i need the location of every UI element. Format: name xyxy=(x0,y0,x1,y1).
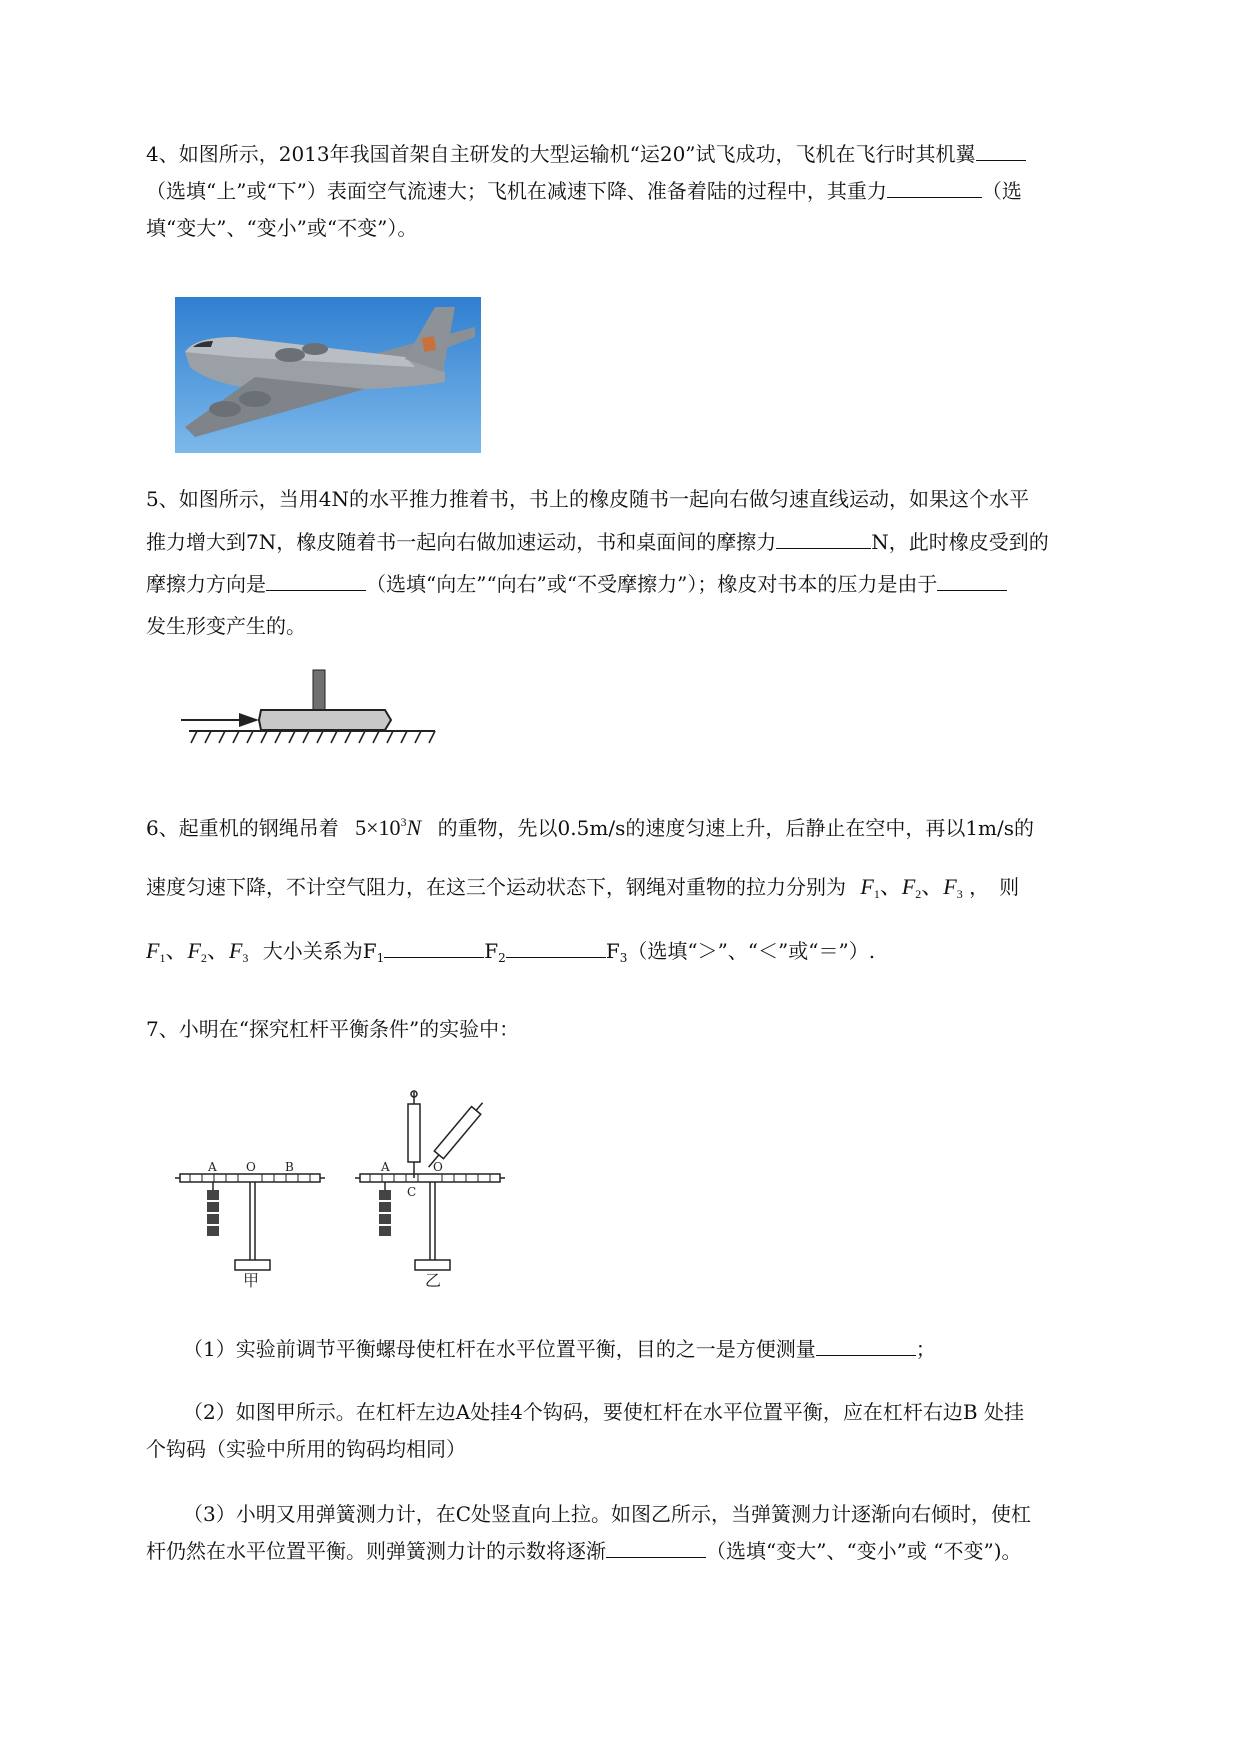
q5-line-3: 摩擦力方向是 （选填“向左”“向右”或“不受摩擦力”）；橡皮对书本的压力是由于 xyxy=(146,570,1151,598)
q6-line-2: 速度匀速下降，不计空气阻力，在这三个运动状态下，钢绳对重物的拉力分别为 $F_1$、$F_2$、$F_3$ ， 则 xyxy=(146,874,1020,901)
q7-blank-1[interactable] xyxy=(816,1335,916,1356)
fig-label-yi: 乙 xyxy=(425,1271,442,1288)
q5-line-2: 推力增大到7N，橡皮随着书一起向右做加速运动，书和桌面间的摩擦力 N，此时橡皮受到的 xyxy=(146,530,1049,554)
q7-part-3-line-2: 杆仍然在水平位置平衡。则弹簧测力计的示数将逐渐 （选填“变大”、“变小”或 “不变”)。 xyxy=(146,1539,1022,1563)
lever-jia xyxy=(175,1174,325,1270)
q6-forces-formula: $F_1$、$F_2$、$F_3$ xyxy=(860,874,963,901)
lever-label-o-yi: O xyxy=(433,1160,443,1174)
q7-intro: 7、小明在“探究杠杆平衡条件”的实验中： xyxy=(146,1017,520,1041)
q6-weight-formula: $5\times 10^3N$ xyxy=(355,815,422,840)
q7-blank-3[interactable] xyxy=(606,1537,706,1558)
q6-line-1: 6、起重机的钢绳吊着 $5\times 10^3N$ 的重物，先以0.5m/s的速度匀速上升，后静止在空中，再以1m/s的 xyxy=(146,815,1035,840)
q4-blank-gravity[interactable] xyxy=(887,177,982,198)
q5-blank-direction[interactable] xyxy=(266,570,366,591)
q6-blank-1[interactable] xyxy=(384,937,484,958)
q4-blank-wing[interactable] xyxy=(976,140,1026,161)
book-push-diagram xyxy=(175,668,445,750)
fig-label-jia: 甲 xyxy=(243,1271,260,1288)
q7-part-2-line-2: 个钩码（实验中所用的钩码均相同） xyxy=(146,1437,466,1461)
q5-line-1: 5、如图所示，当用4N的水平推力推着书，书上的橡皮随书一起向右做匀速直线运动，如果这个水平 xyxy=(146,487,1029,511)
q7-part-3-line-1: （3）小明又用弹簧测力计，在C处竖直向上拉。如图乙所示，当弹簧测力计逐渐向右倾时，使杠 xyxy=(183,1502,1032,1526)
lever-label-a-jia: A xyxy=(208,1160,217,1174)
q7-part-1: （1）实验前调节平衡螺母使杠杆在水平位置平衡，目的之一是方便测量 ； xyxy=(183,1337,936,1361)
q6-forces-formula-2: $F_1$、$F_2$、$F_3$ xyxy=(146,938,249,965)
lever-diagrams xyxy=(175,1090,515,1288)
q4-line-2: （选填“上”或“下”）表面空气流速大；飞机在减速下降、准备着陆的过程中，其重力 （选 xyxy=(146,179,1022,203)
q6-line-3: $F_1$、$F_2$、$F_3$ 大小关系为$F_1$ $F_2$ $F_3$（选填“＞”、“＜”或“＝”）. xyxy=(146,938,876,965)
q5-blank-friction[interactable] xyxy=(776,528,871,549)
q7-part-2-line-1: （2）如图甲所示。在杠杆左边A处挂4个钩码，要使杠杆在水平位置平衡，应在杠杆右边B 处挂 xyxy=(183,1400,1024,1424)
q5-blank-deformation[interactable] xyxy=(937,570,1007,591)
q5-line-4: 发生形变产生的。 xyxy=(146,614,306,638)
airplane-photo xyxy=(175,297,481,453)
lever-label-a-yi: A xyxy=(381,1160,390,1174)
q6-blank-2[interactable] xyxy=(506,937,606,958)
q4-line-3: 填“变大”、“变小”或“不变”）。 xyxy=(146,216,418,240)
lever-label-c-yi: C xyxy=(407,1185,417,1199)
lever-label-o-jia: O xyxy=(246,1160,256,1174)
q4-line-1: 4、如图所示，2013年我国首架自主研发的大型运输机“运20”试飞成功，飞机在飞行时其机翼 xyxy=(146,140,1151,168)
lever-label-b-jia: B xyxy=(285,1160,294,1174)
